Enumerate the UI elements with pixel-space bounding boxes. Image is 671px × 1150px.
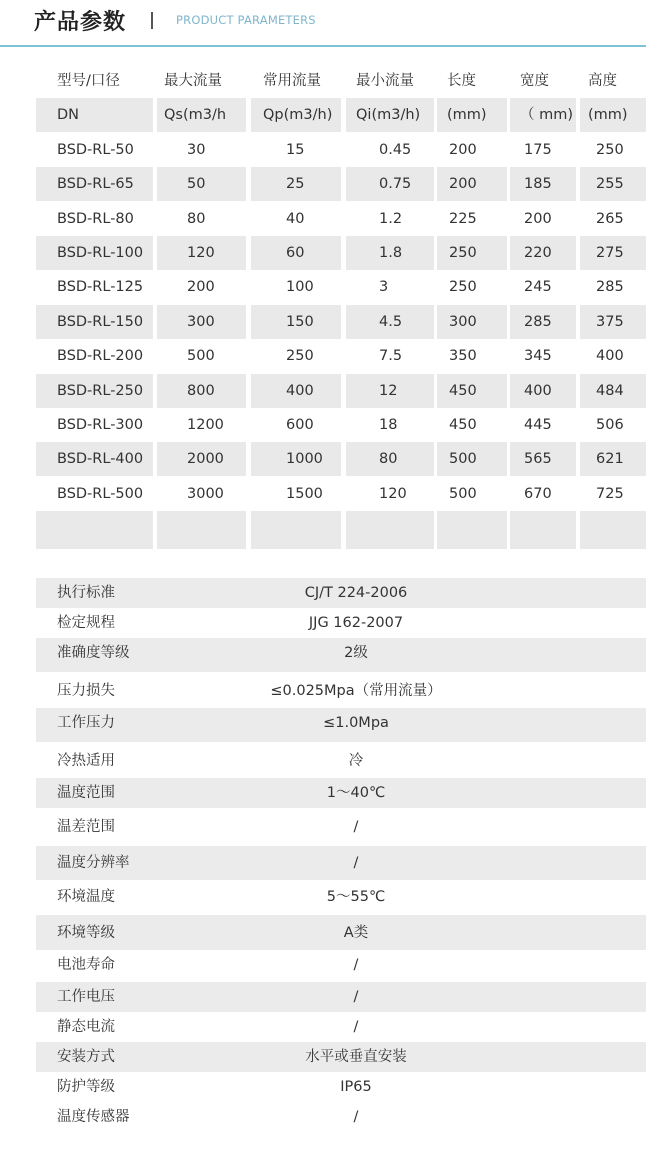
length-cell: 225 — [449, 210, 477, 227]
table-header-cell: 长度 — [447, 73, 476, 89]
width-cell: 175 — [524, 141, 552, 158]
nominal-flow-cell: 100 — [286, 279, 314, 296]
table-header-row — [36, 64, 646, 98]
empty-cell — [346, 511, 434, 549]
spec-value: IP65 — [340, 1079, 372, 1095]
height-cell: 255 — [580, 167, 646, 201]
spec-value: 冷 — [348, 753, 364, 769]
spec-row — [36, 950, 646, 982]
table-unit-cell: (mm) — [580, 98, 646, 132]
table-row — [36, 236, 646, 270]
spec-row — [36, 608, 646, 638]
spec-label: 工作压力 — [57, 715, 115, 731]
spec-row — [36, 778, 646, 808]
spec-row — [36, 708, 646, 742]
spec-row — [36, 880, 646, 915]
table-unit-cell: (mm) — [437, 98, 507, 132]
min-flow-cell: 0.75 — [346, 167, 434, 201]
nominal-flow-cell: 1000 — [251, 442, 341, 476]
spec-row — [36, 742, 646, 778]
spec-value: ≤1.0Mpa — [323, 715, 389, 731]
table-row — [36, 270, 646, 304]
model-cell: BSD-RL-80 — [57, 210, 134, 227]
height-cell: 506 — [596, 416, 624, 433]
height-cell: 285 — [596, 279, 624, 296]
width-cell: 670 — [524, 485, 552, 502]
width-cell: 345 — [524, 348, 552, 365]
spec-value: ≤0.025Mpa（常用流量） — [270, 683, 442, 699]
table-header-cell: 高度 — [588, 73, 617, 89]
spec-value: JJG 162-2007 — [308, 615, 404, 631]
title-divider — [151, 12, 153, 29]
spec-row — [36, 1042, 646, 1072]
spec-label: 温度传感器 — [57, 1109, 130, 1125]
min-flow-cell: 12 — [346, 374, 434, 408]
table-empty-row — [36, 511, 646, 551]
spec-value: 5～55℃ — [326, 889, 386, 905]
length-cell: 450 — [449, 416, 477, 433]
width-cell: 200 — [524, 210, 552, 227]
empty-cell — [157, 511, 246, 549]
length-cell: 200 — [437, 167, 507, 201]
table-row — [36, 305, 646, 339]
model-cell: BSD-RL-65 — [36, 167, 153, 201]
min-flow-cell: 120 — [379, 485, 407, 502]
spec-label: 压力损失 — [57, 683, 115, 699]
min-flow-cell: 7.5 — [379, 348, 403, 365]
max-flow-cell: 80 — [187, 210, 206, 227]
spec-value: / — [353, 855, 359, 871]
length-cell: 500 — [449, 485, 477, 502]
model-cell: BSD-RL-500 — [57, 485, 144, 502]
model-cell: BSD-RL-400 — [36, 442, 153, 476]
min-flow-cell: 1.2 — [379, 210, 403, 227]
section-header — [0, 0, 671, 48]
spec-value: / — [353, 819, 359, 835]
table-unit-cell: Qs(m3/h — [157, 98, 246, 132]
min-flow-cell: 80 — [346, 442, 434, 476]
spec-label: 准确度等级 — [57, 645, 130, 661]
width-cell: 285 — [510, 305, 576, 339]
nominal-flow-cell: 15 — [286, 141, 305, 158]
table-header-cell: 最大流量 — [164, 73, 222, 89]
table-unit-cell: Qp(m3/h) — [251, 98, 341, 132]
spec-row — [36, 915, 646, 950]
model-cell: BSD-RL-150 — [36, 305, 153, 339]
spec-row — [36, 638, 646, 672]
table-row — [36, 167, 646, 201]
height-cell: 621 — [580, 442, 646, 476]
width-cell: 220 — [510, 236, 576, 270]
table-row — [36, 133, 646, 167]
length-cell: 350 — [449, 348, 477, 365]
spec-label: 安装方式 — [57, 1049, 115, 1065]
length-cell: 200 — [449, 141, 477, 158]
spec-label: 冷热适用 — [57, 753, 115, 769]
height-cell: 250 — [596, 141, 624, 158]
table-header-cell: 最小流量 — [356, 73, 414, 89]
length-cell: 500 — [437, 442, 507, 476]
nominal-flow-cell: 40 — [286, 210, 305, 227]
spec-label: 静态电流 — [57, 1019, 115, 1035]
table-row — [36, 202, 646, 236]
nominal-flow-cell: 1500 — [286, 485, 323, 502]
max-flow-cell: 200 — [187, 279, 215, 296]
section-subtitle: PRODUCT PARAMETERS — [176, 13, 316, 27]
spec-row — [36, 1072, 646, 1102]
table-row — [36, 477, 646, 511]
spec-value: / — [353, 957, 359, 973]
min-flow-cell: 3 — [379, 279, 389, 296]
length-cell: 450 — [437, 374, 507, 408]
spec-value: 水平或垂直安装 — [305, 1049, 407, 1065]
table-unit-cell: DN — [36, 98, 153, 132]
nominal-flow-cell: 150 — [251, 305, 341, 339]
spec-value: / — [353, 1109, 359, 1125]
spec-label: 温差范围 — [57, 819, 115, 835]
empty-cell — [437, 511, 507, 549]
max-flow-cell: 1200 — [187, 416, 224, 433]
width-cell: 245 — [524, 279, 552, 296]
height-cell: 375 — [580, 305, 646, 339]
spec-row — [36, 672, 646, 708]
model-cell: BSD-RL-200 — [57, 348, 144, 365]
max-flow-cell: 50 — [157, 167, 246, 201]
min-flow-cell: 1.8 — [346, 236, 434, 270]
section-title: 产品参数 — [34, 10, 127, 35]
table-header-cell: 常用流量 — [263, 73, 321, 89]
max-flow-cell: 300 — [157, 305, 246, 339]
length-cell: 250 — [437, 236, 507, 270]
nominal-flow-cell: 250 — [286, 348, 314, 365]
empty-cell — [580, 511, 646, 549]
table-header-cell: 型号/口径 — [57, 73, 120, 89]
spec-label: 执行标准 — [57, 585, 115, 601]
width-cell: 185 — [510, 167, 576, 201]
max-flow-cell: 30 — [187, 141, 206, 158]
width-cell: 400 — [510, 374, 576, 408]
height-cell: 400 — [596, 348, 624, 365]
max-flow-cell: 120 — [157, 236, 246, 270]
min-flow-cell: 0.45 — [379, 141, 412, 158]
table-unit-row — [36, 98, 646, 132]
spec-label: 环境等级 — [57, 925, 115, 941]
spec-row — [36, 578, 646, 608]
nominal-flow-cell: 60 — [251, 236, 341, 270]
spec-row — [36, 808, 646, 846]
max-flow-cell: 2000 — [157, 442, 246, 476]
height-cell: 725 — [596, 485, 624, 502]
max-flow-cell: 3000 — [187, 485, 224, 502]
height-cell: 265 — [596, 210, 624, 227]
model-cell: BSD-RL-125 — [57, 279, 144, 296]
height-cell: 275 — [580, 236, 646, 270]
width-cell: 445 — [524, 416, 552, 433]
spec-label: 电池寿命 — [57, 957, 115, 973]
nominal-flow-cell: 400 — [251, 374, 341, 408]
spec-value: 1～40℃ — [326, 785, 386, 801]
model-cell: BSD-RL-50 — [57, 141, 134, 158]
spec-row — [36, 1102, 646, 1132]
spec-value: / — [353, 1019, 359, 1035]
max-flow-cell: 500 — [187, 348, 215, 365]
parameter-table — [36, 64, 646, 551]
table-header-cell: 宽度 — [520, 73, 549, 89]
spec-row — [36, 982, 646, 1012]
spec-value: A类 — [343, 925, 369, 941]
nominal-flow-cell: 25 — [251, 167, 341, 201]
empty-cell — [510, 511, 576, 549]
empty-cell — [251, 511, 341, 549]
width-cell: 565 — [510, 442, 576, 476]
table-unit-cell: Qi(m3/h) — [346, 98, 434, 132]
length-cell: 300 — [437, 305, 507, 339]
spec-label: 防护等级 — [57, 1079, 115, 1095]
nominal-flow-cell: 600 — [286, 416, 314, 433]
model-cell: BSD-RL-100 — [36, 236, 153, 270]
spec-row — [36, 1012, 646, 1042]
spec-label: 温度分辨率 — [57, 855, 130, 871]
spec-label: 工作电压 — [57, 989, 115, 1005]
table-row — [36, 408, 646, 442]
min-flow-cell: 18 — [379, 416, 398, 433]
spec-value: / — [353, 989, 359, 1005]
max-flow-cell: 800 — [157, 374, 246, 408]
model-cell: BSD-RL-250 — [36, 374, 153, 408]
table-row — [36, 442, 646, 476]
header-rule — [0, 45, 646, 47]
spec-row — [36, 846, 646, 880]
empty-cell — [36, 511, 153, 549]
height-cell: 484 — [580, 374, 646, 408]
spec-value: 2级 — [344, 645, 368, 661]
spec-label: 温度范围 — [57, 785, 115, 801]
spec-label: 环境温度 — [57, 889, 115, 905]
model-cell: BSD-RL-300 — [57, 416, 144, 433]
spec-value: CJ/T 224-2006 — [304, 585, 408, 601]
spec-table — [36, 578, 646, 1132]
table-row — [36, 339, 646, 373]
min-flow-cell: 4.5 — [346, 305, 434, 339]
length-cell: 250 — [449, 279, 477, 296]
table-row — [36, 374, 646, 408]
spec-label: 检定规程 — [57, 615, 115, 631]
table-unit-cell: （ mm) — [510, 98, 576, 132]
